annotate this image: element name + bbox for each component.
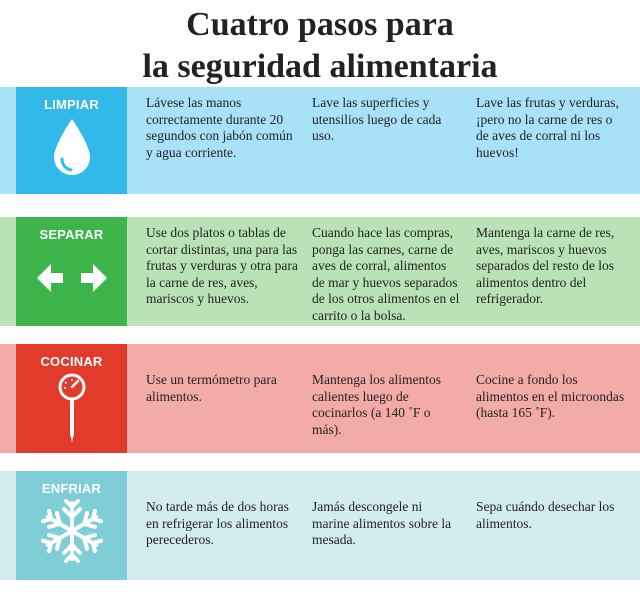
step-icon-panel-separar — [16, 217, 127, 326]
page-title — [0, 4, 640, 88]
title-line-2: la seguridad alimentaria — [142, 48, 498, 85]
step-item: Use dos platos o tablas de cortar distintas, una para las frutas y verduras y otra para la carne de res, aves, mariscos y huevos. — [146, 225, 298, 306]
step-item: Sepa cuándo desechar los alimentos. — [476, 499, 615, 531]
step-item: Cocine a fondo los alimentos en el microondas (hasta 165 ˚F). — [476, 372, 625, 420]
water-drop-icon — [16, 117, 127, 177]
snowflake-icon — [16, 499, 127, 563]
step-item: Use un termómetro para alimentos. — [146, 372, 277, 404]
step-row-limpiar — [0, 87, 640, 194]
step-label-enfriar: ENFRIAR — [41, 481, 102, 496]
step-item: Mantenga los alimentos calientes luego de cocinarlos (a 140 ˚F o más). — [312, 372, 441, 437]
step-item: No tarde más de dos horas en refrigerar los alimentos perecederos. — [146, 499, 289, 547]
step-label-separar: SEPARAR — [39, 227, 104, 242]
step-item: Mantenga la carne de res, aves, mariscos y huevos separados del resto de los alimentos dentro del refrigerador. — [476, 225, 615, 306]
step-row-separar — [0, 217, 640, 326]
step-label-cocinar: COCINAR — [40, 354, 103, 369]
step-icon-panel-cocinar — [16, 344, 127, 453]
step-item: Lave las frutas y verduras, ¡pero no la carne de res o de aves de corral ni los huevos! — [476, 95, 619, 160]
step-item: Lave las superficies y utensilios luego de cada uso. — [312, 95, 442, 143]
step-icon-panel-enfriar — [16, 471, 127, 580]
step-item: Jamás descongele ni marine alimentos sobre la mesada. — [312, 499, 452, 547]
food-thermometer-icon — [16, 372, 127, 444]
step-item: Cuando hace las compras, ponga las carnes, carne de aves de corral, alimentos de mar y huevos separados de los otros alimentos en el carrito o la bolsa. — [312, 225, 460, 323]
step-icon-panel-limpiar — [16, 87, 127, 194]
arrows-apart-icon — [16, 261, 127, 295]
step-item: Lávese las manos correctamente durante 20 segundos con jabón común y agua corriente. — [146, 95, 293, 160]
title-line-1: Cuatro pasos para — [186, 6, 454, 43]
step-label-limpiar: LIMPIAR — [44, 97, 99, 112]
step-row-enfriar — [0, 471, 640, 580]
step-row-cocinar — [0, 344, 640, 453]
